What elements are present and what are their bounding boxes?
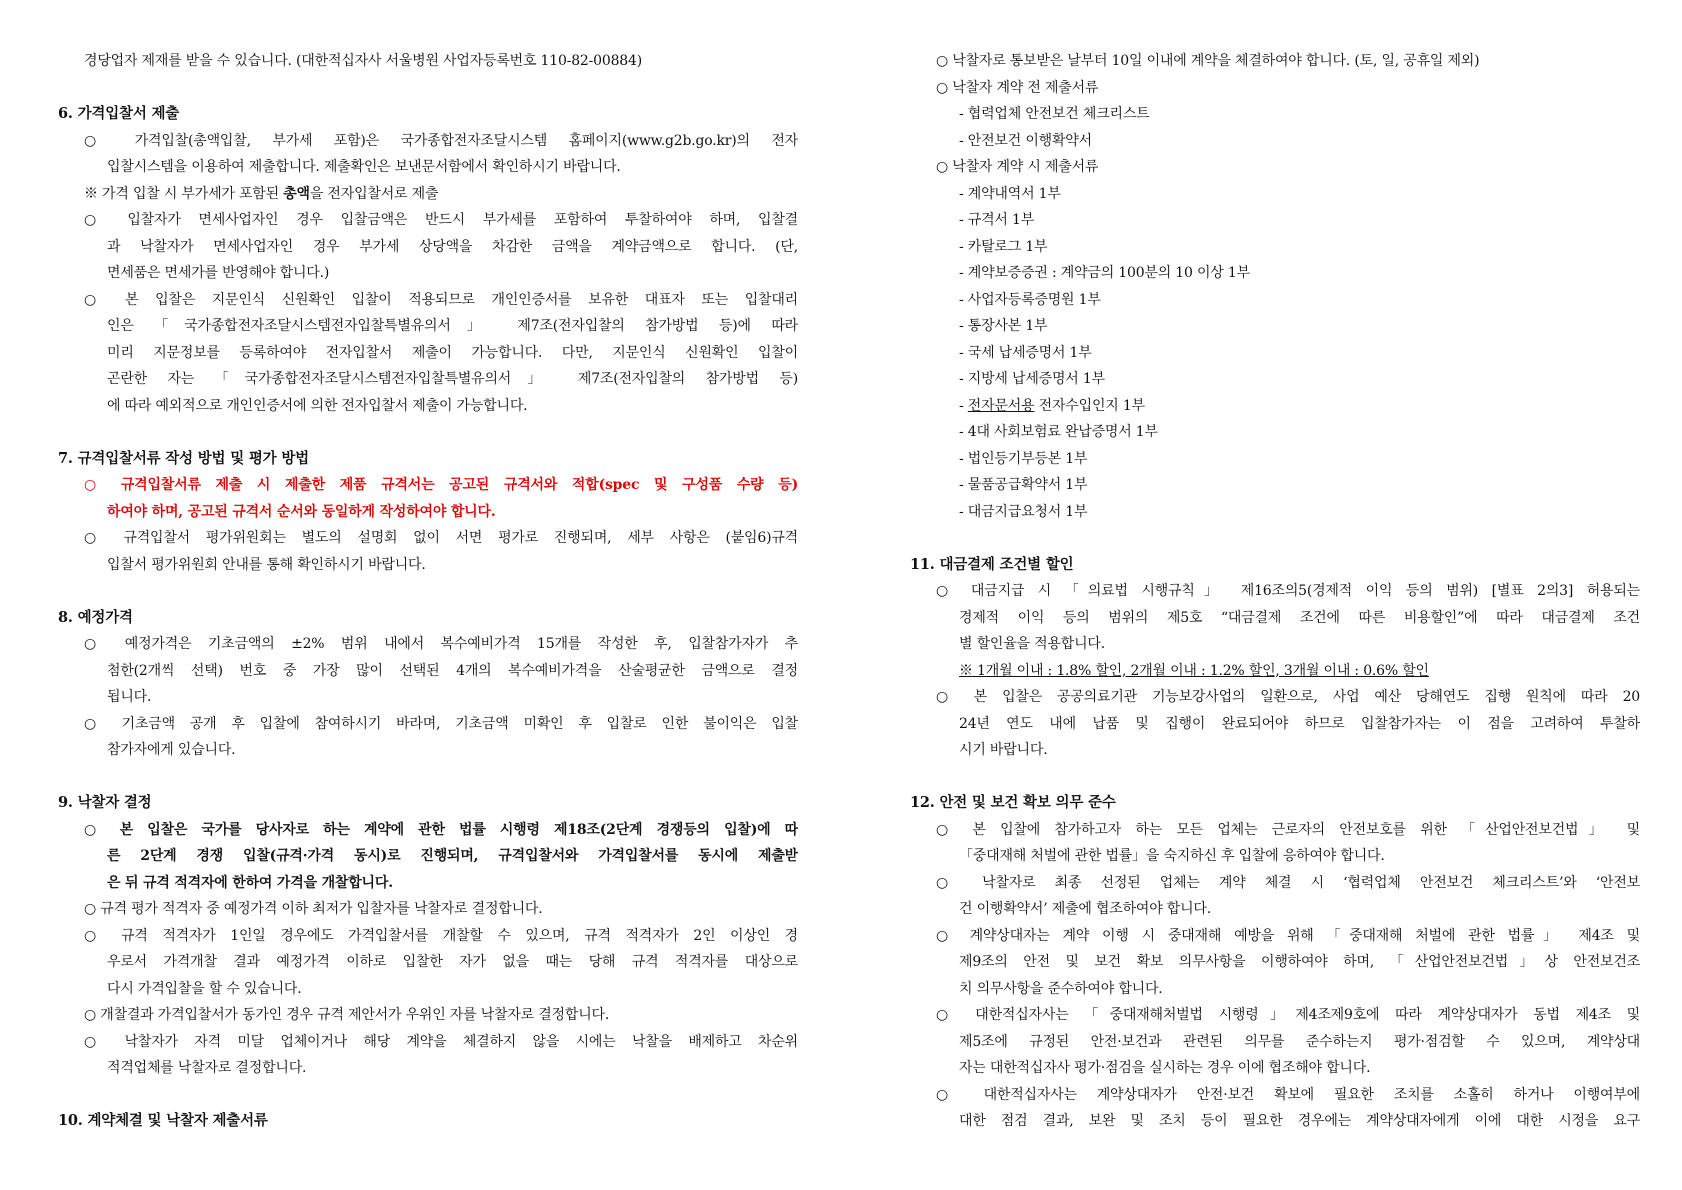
- text-line: 인은 「국가종합전자조달시스템전자입찰특별유의서」 제7조(전자입찰의 참가방법 등)에 따라: [107, 318, 798, 334]
- text-line: ○ 낙찰자 계약 시 제출서류: [936, 159, 1099, 175]
- text-line: ○ 본 입찰은 공공의료기관 기능보강사업의 일환으로, 사업 예산 당해연도 집행 원칙에 따라 20: [936, 689, 1640, 705]
- list-item: - 안전보건 이행확약서: [959, 132, 1092, 149]
- discount-note: ※ 1개월 이내 : 1.8% 할인, 2개월 이내 : 1.2% 할인, 3개월 이내 : 0.6% 할인: [959, 662, 1429, 679]
- highlight-line: ○ 규격입찰서류 제출 시 제출한 제품 규격서는 공고된 규격서와 적합(spec 및 구성품 수량 등): [84, 477, 798, 493]
- text-line: 경당업자 제재를 받을 수 있습니다. (대한적십자사 서울병원 사업자등록번호 110-82-00884): [84, 53, 642, 69]
- list-item: - 계약보증증권 : 계약금의 100분의 10 이상 1부: [959, 265, 1250, 281]
- text-line: ○ 기초금액 공개 후 입찰에 참여하시기 바라며, 기초금액 미확인 후 입찰로 인한 불이익은 입찰: [84, 715, 798, 732]
- list-item: - 통장사본 1부: [959, 318, 1048, 334]
- list-item: - 규격서 1부: [959, 212, 1035, 228]
- text-line: 첨한(2개씩 선택) 번호 중 가장 많이 선택된 4개의 복수예비가격을 산술평균한 금액으로 결정: [107, 662, 798, 679]
- text-line: ○ 본 입찰에 참가하고자 하는 모든 업체는 근로자의 안전보호를 위한 「산업안전보건법」 및: [936, 821, 1640, 838]
- text-line: 대한 점검 결과, 보완 및 조치 등이 필요한 경우에는 계약상대자에게 이에 대한 시정을 요구: [959, 1113, 1640, 1129]
- text-line: 별 할인율을 적용합니다.: [959, 636, 1105, 652]
- text-line: 참가자에게 있습니다.: [107, 742, 236, 758]
- text-line: 면세품은 면세가를 반영해야 합니다.): [107, 265, 330, 281]
- list-item: - 전자문서용 전자수입인지 1부: [959, 397, 1145, 414]
- section-heading-9: 9. 낙찰자 결정: [58, 794, 152, 811]
- text-line: ○ 낙찰자 계약 전 제출서류: [936, 79, 1099, 96]
- text-line: ○ 계약상대자는 계약 이행 시 중대재해 예방을 위해 「중대재해 처벌에 관한 법률」 제4조 및: [936, 927, 1640, 944]
- list-item: - 법인등기부등본 1부: [959, 450, 1088, 467]
- section-heading-11: 11. 대금결제 조건별 할인: [910, 555, 1074, 573]
- text-line: 24년 연도 내에 납품 및 집행이 완료되어야 하므로 입찰참가자는 이 점을 고려하여 투찰하: [959, 715, 1640, 732]
- text-line: 제9조의 안전 및 보건 확보 의무사항을 이행하여야 하며, 「산업안전보건법」상 안전보건조: [959, 954, 1640, 970]
- section-heading-6: 6. 가격입찰서 제출: [58, 105, 180, 122]
- text-line: 입찰시스템을 이용하여 제출합니다. 제출확인은 보낸문서함에서 확인하시기 바랍니다.: [107, 159, 621, 175]
- text-line: 에 따라 예외적으로 개인인증서에 의한 전자입찰서 제출이 가능합니다.: [107, 397, 528, 414]
- section-heading-10: 10. 계약체결 및 낙찰자 제출서류: [58, 1112, 268, 1129]
- right-column: [910, 48, 1640, 1135]
- list-item: - 4대 사회보험료 완납증명서 1부: [959, 424, 1158, 440]
- text-line: 곤란한 자는 「국가종합전자조달시스템전자입찰특별유의서」 제7조(전자입찰의 참가방법 등): [107, 371, 798, 387]
- text-line: ○ 낙찰자가 자격 미달 업체이거나 해당 계약을 체결하지 않을 시에는 낙찰을 배제하고 차순위: [84, 1033, 798, 1050]
- left-column: [58, 48, 798, 1135]
- text-line: 됩니다.: [107, 689, 152, 705]
- text-line: ○ 규격입찰서 평가위원회는 별도의 설명회 없이 서면 평가로 진행되며, 세부 사항은 (붙임6)규격: [84, 530, 798, 546]
- highlight-line: 하여야 하며, 공고된 규격서 순서와 동일하게 작성하여야 합니다.: [107, 503, 496, 520]
- list-item: - 카탈로그 1부: [959, 238, 1048, 255]
- text-line: 입찰서 평가위원회 안내를 통해 확인하시기 바랍니다.: [107, 556, 426, 573]
- text-line: 치 의무사항을 준수하여야 합니다.: [959, 980, 1163, 997]
- list-item: - 협력업체 안전보건 체크리스트: [959, 106, 1150, 122]
- bold-line: ○ 본 입찰은 국가를 당사자로 하는 계약에 관한 법률 시행령 제18조(2단계 경쟁등의 입찰)에 따: [84, 821, 798, 838]
- text-line: 우로서 가격개찰 결과 예정가격 이하로 입찰한 자가 없을 때는 당해 규격 적격자를 대상으로: [107, 954, 798, 970]
- text-line: 제5조에 규정된 안전·보건과 관련된 의무를 준수하는지 평가·점검할 수 있으며, 계약상대: [959, 1033, 1640, 1050]
- text-line: ○ 대한적십자사는 계약상대자가 안전·보건 확보에 필요한 조치를 소홀히 하거나 이행여부에: [936, 1086, 1640, 1103]
- section-heading-12: 12. 안전 및 보건 확보 의무 준수: [910, 794, 1116, 811]
- text-line: 시기 바랍니다.: [959, 742, 1048, 758]
- text-line: 「중대재해 처벌에 관한 법률」을 숙지하신 후 입찰에 응하여야 합니다.: [959, 848, 1385, 864]
- text-line: ○ 가격입찰(총액입찰, 부가세 포함)은 국가종합전자조달시스템 홈페이지(www.g2b.go.kr)의 전자: [84, 132, 798, 149]
- text-line: 자는 대한적십자사 평가·점검을 실시하는 경우 이에 협조해야 합니다.: [959, 1060, 1371, 1076]
- text-line: ○ 예정가격은 기초금액의 ±2% 범위 내에서 복수예비가격 15개를 작성한 후, 입찰참가자가 추: [84, 636, 798, 652]
- section-heading-7: 7. 규격입찰서류 작성 방법 및 평가 방법: [58, 449, 309, 467]
- text-line: 과 낙찰자가 면세사업자인 경우 부가세 상당액을 차감한 금액을 계약금액으로 합니다. (단,: [107, 238, 798, 255]
- text-line: 경제적 이익 등의 범위의 제5호 “대금결제 조건에 따른 비용할인”에 따라 대금결제 조건: [959, 609, 1640, 626]
- text-line: ○ 개찰결과 가격입찰서가 동가인 경우 규격 제안서가 우위인 자를 낙찰자로 결정합니다.: [84, 1007, 610, 1023]
- text-line: ○ 대금지급 시 「의료법 시행규칙」 제16조의5(경제적 이익 등의 범위) [별표 2의3] 허용되는: [936, 583, 1640, 599]
- text-line: ○ 낙찰자로 통보받은 날부터 10일 이내에 계약을 체결하여야 합니다. (토, 일, 공휴일 제외): [936, 53, 1480, 69]
- text-line: 건 이행확약서’ 제출에 협조하여야 합니다.: [959, 901, 1212, 917]
- note-line: ※ 가격 입찰 시 부가세가 포함된 총액을 전자입찰서로 제출: [84, 185, 439, 202]
- list-item: - 계약내역서 1부: [959, 185, 1061, 202]
- list-item: - 국세 납세증명서 1부: [959, 344, 1092, 361]
- bold-line: 른 2단계 경쟁 입찰(규격·가격 동시)로 진행되며, 규격입찰서와 가격입찰서를 동시에 제출받: [107, 848, 798, 864]
- list-item: - 물품공급확약서 1부: [959, 477, 1088, 493]
- text-line: ○ 규격 평가 적격자 중 예정가격 이하 최저가 입찰자를 낙찰자로 결정합니다.: [84, 901, 543, 917]
- text-line: 적격업체를 낙찰자로 결정합니다.: [107, 1060, 307, 1076]
- text-line: ○ 본 입찰은 지문인식 신원확인 입찰이 적용되므로 개인인증서를 보유한 대표자 또는 입찰대리: [84, 291, 798, 308]
- text-line: ○ 대한적십자사는 「중대재해처벌법 시행령」제4조제9호에 따라 계약상대자가 동법 제4조 및: [936, 1007, 1640, 1023]
- bold-line: 은 뒤 규격 적격자에 한하여 가격을 개찰합니다.: [107, 874, 393, 891]
- text-line: 미리 지문정보를 등록하여야 전자입찰서 제출이 가능합니다. 다만, 지문인식 신원확인 입찰이: [107, 344, 798, 361]
- text-line: 다시 가격입찰을 할 수 있습니다.: [107, 980, 302, 997]
- list-item: - 사업자등록증명원 1부: [959, 291, 1101, 308]
- list-item: - 지방세 납세증명서 1부: [959, 371, 1105, 387]
- text-line: ○ 입찰자가 면세사업자인 경우 입찰금액은 반드시 부가세를 포함하여 투찰하여야 하며, 입찰결: [84, 212, 798, 228]
- list-item: - 대금지급요청서 1부: [959, 503, 1088, 520]
- section-heading-8: 8. 예정가격: [58, 608, 133, 626]
- text-line: ○ 낙찰자로 최종 선정된 업체는 계약 체결 시 ‘협력업체 안전보건 체크리스트’와 ‘안전보: [936, 874, 1640, 891]
- text-line: ○ 규격 적격자가 1인일 경우에도 가격입찰서를 개찰할 수 있으며, 규격 적격자가 2인 이상인 경: [84, 927, 798, 944]
